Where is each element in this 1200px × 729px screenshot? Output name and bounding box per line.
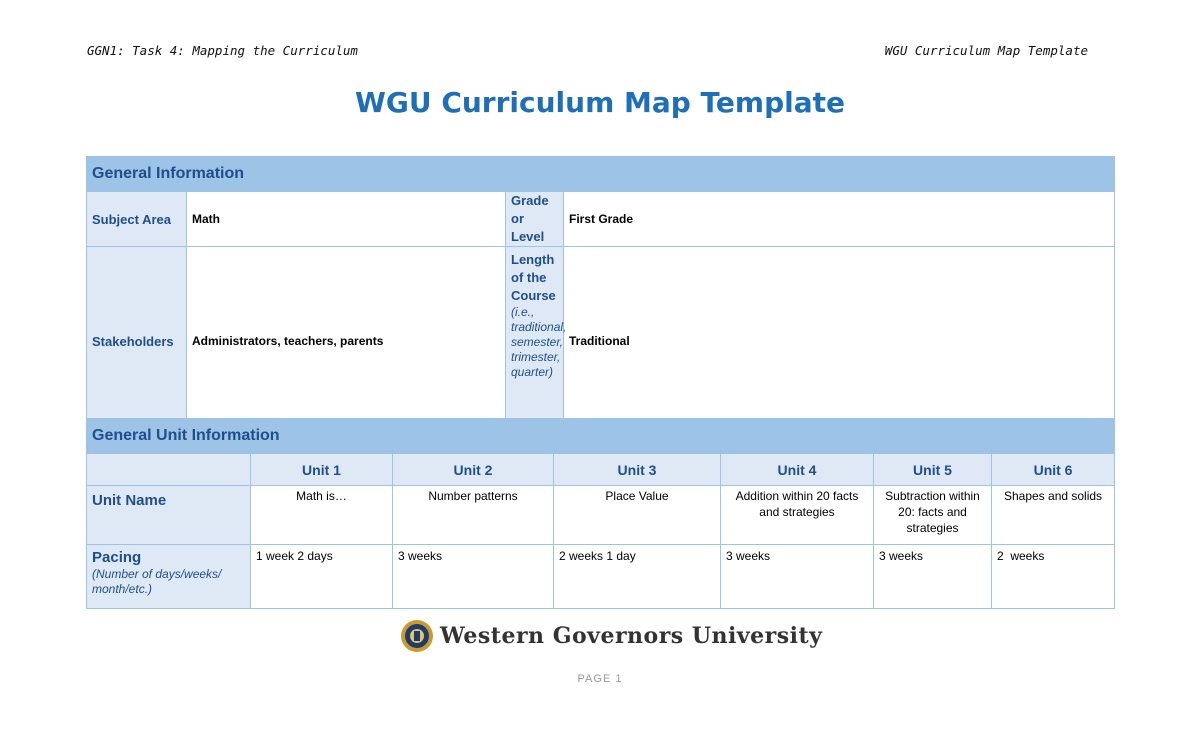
pacing-value: 3 weeks: [874, 545, 992, 609]
unit-information-heading: General Unit Information: [87, 419, 1115, 454]
wgu-wordmark: Western Governors University: [440, 623, 823, 649]
unit-header: Unit 6: [992, 454, 1115, 486]
length-of-course-cell: [506, 247, 567, 436]
length-label: Length of the Course: [511, 252, 556, 303]
unit-header: Unit 2: [393, 454, 554, 486]
unit-name: Shapes and solids: [992, 486, 1115, 545]
unit-name: Place Value: [554, 486, 721, 545]
grade-label: Grade or Level: [506, 192, 564, 247]
stakeholders-value: Administrators, teachers, parents: [187, 247, 506, 436]
grade-value: First Grade: [564, 192, 1115, 247]
unit-header: Unit 3: [554, 454, 721, 486]
page-number: PAGE 1: [577, 673, 623, 685]
unit-name: Subtraction within 20: facts and strategies: [874, 486, 992, 545]
pacing-value: 1 week 2 days: [251, 545, 393, 609]
length-value: Traditional: [564, 247, 1115, 436]
general-information-table: [86, 156, 1115, 436]
wgu-logo: [400, 619, 822, 653]
pacing-value: 2 weeks: [992, 545, 1115, 609]
pacing-value: 2 weeks 1 day: [554, 545, 721, 609]
header-left: GGN1: Task 4: Mapping the Curriculum: [87, 43, 358, 58]
pacing-value: 3 weeks: [393, 545, 554, 609]
unit-information-table: [86, 418, 1115, 609]
pacing-label: Pacing: [92, 549, 142, 566]
unit-header: Unit 5: [874, 454, 992, 486]
subject-area-label: Subject Area: [87, 192, 187, 247]
wgu-seal-icon: [400, 619, 434, 653]
general-information-heading: General Information: [87, 157, 1115, 192]
pacing-hint: (Number of days/weeks/ month/etc.): [92, 567, 222, 596]
unit-header-blank: [87, 454, 251, 486]
unit-name: Number patterns: [393, 486, 554, 545]
page-title: WGU Curriculum Map Template: [354, 86, 846, 119]
pacing-value: 3 weeks: [721, 545, 874, 609]
pacing-cell: [87, 545, 251, 609]
length-hint: (i.e., traditional, semester, trimester, quarter): [511, 305, 567, 379]
header-right: WGU Curriculum Map Template: [884, 43, 1088, 58]
unit-header: Unit 1: [251, 454, 393, 486]
subject-area-value: Math: [187, 192, 506, 247]
unit-name: Addition within 20 facts and strategies: [721, 486, 874, 545]
unit-name-label: Unit Name: [87, 486, 251, 545]
unit-header: Unit 4: [721, 454, 874, 486]
unit-name: Math is…: [251, 486, 393, 545]
stakeholders-label: Stakeholders: [87, 247, 187, 436]
